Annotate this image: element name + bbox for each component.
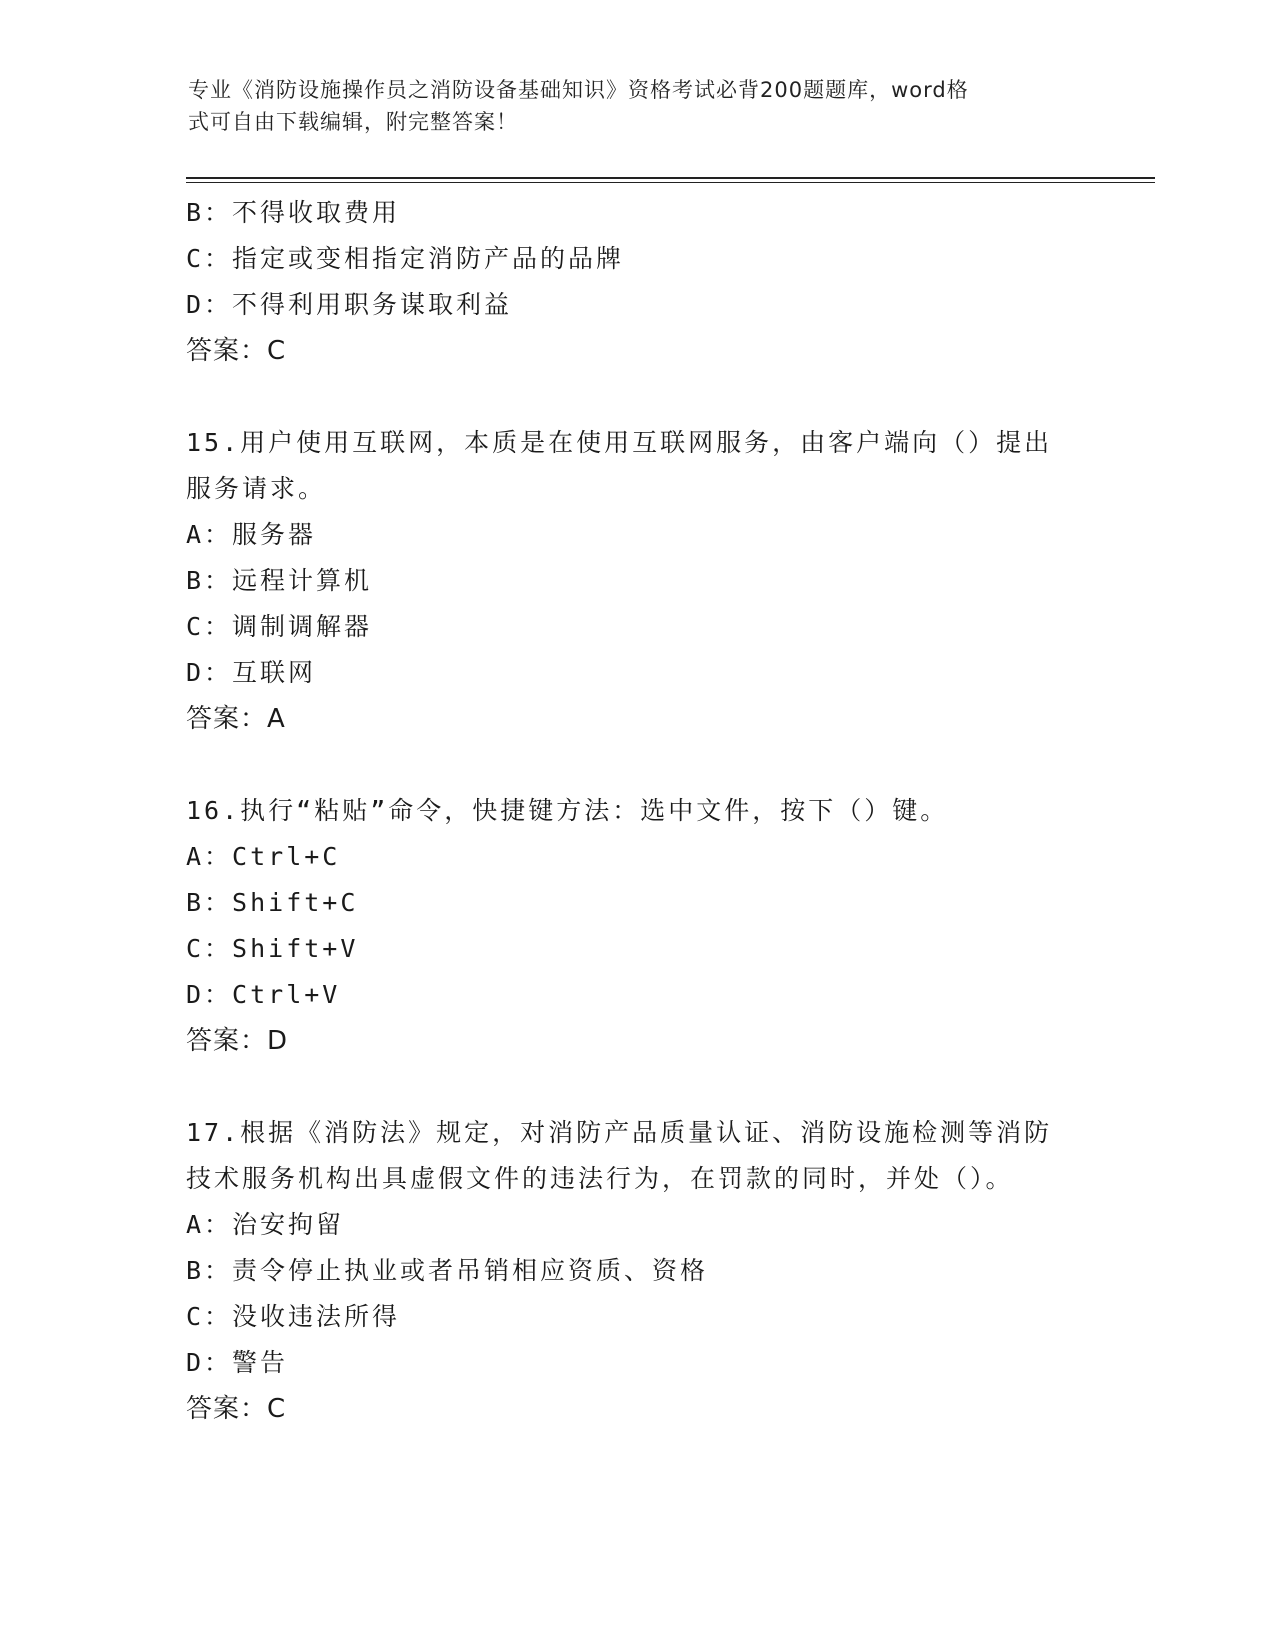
option-d: D：互联网: [186, 658, 317, 687]
spacer: [186, 374, 1086, 420]
answer: 答案：D: [186, 1026, 289, 1056]
question-stem: 16.执行“粘贴”命令，快捷键方法：选中文件，按下（）键。: [186, 796, 949, 825]
option-d: D：Ctrl+V: [186, 980, 341, 1009]
option-b: B：不得收取费用: [186, 198, 401, 227]
header-divider-thick: [186, 177, 1155, 179]
answer: 答案：C: [186, 1394, 287, 1424]
header-line-2: 式可自由下载编辑，附完整答案！: [188, 110, 518, 134]
answer: 答案：A: [186, 704, 286, 734]
question-16: [186, 788, 1086, 1064]
option-c: C：指定或变相指定消防产品的品牌: [186, 244, 625, 273]
header-divider-thin: [186, 182, 1155, 183]
header-line-1: 专业《消防设施操作员之消防设备基础知识》资格考试必背200题题库，word格: [188, 78, 969, 102]
option-a: A：Ctrl+C: [186, 842, 341, 871]
question-stem: 15.用户使用互联网，本质是在使用互联网服务，由客户端向（）提出: [186, 428, 1053, 457]
option-b: B：Shift+C: [186, 888, 359, 917]
option-c: C：调制调解器: [186, 612, 373, 641]
option-a: A：治安拘留: [186, 1210, 345, 1239]
question-stem-continued: 技术服务机构出具虚假文件的违法行为，在罚款的同时，并处（）。: [186, 1164, 1014, 1193]
question-list: [186, 190, 1086, 1432]
option-b: B：责令停止执业或者吊销相应资质、资格: [186, 1256, 709, 1285]
option-d: D：警告: [186, 1348, 289, 1377]
option-c: C：没收违法所得: [186, 1302, 401, 1331]
option-c: C：Shift+V: [186, 934, 359, 963]
question-stem-continued: 服务请求。: [186, 474, 327, 503]
option-a: A：服务器: [186, 520, 317, 549]
answer: 答案：C: [186, 336, 287, 366]
document-header: [188, 74, 1068, 138]
question-15: [186, 420, 1086, 742]
question-14-tail: [186, 190, 1086, 374]
question-stem: 17.根据《消防法》规定，对消防产品质量认证、消防设施检测等消防: [186, 1118, 1053, 1147]
option-d: D：不得利用职务谋取利益: [186, 290, 513, 319]
question-17: [186, 1110, 1086, 1432]
spacer: [186, 742, 1086, 788]
spacer: [186, 1064, 1086, 1110]
option-b: B：远程计算机: [186, 566, 373, 595]
